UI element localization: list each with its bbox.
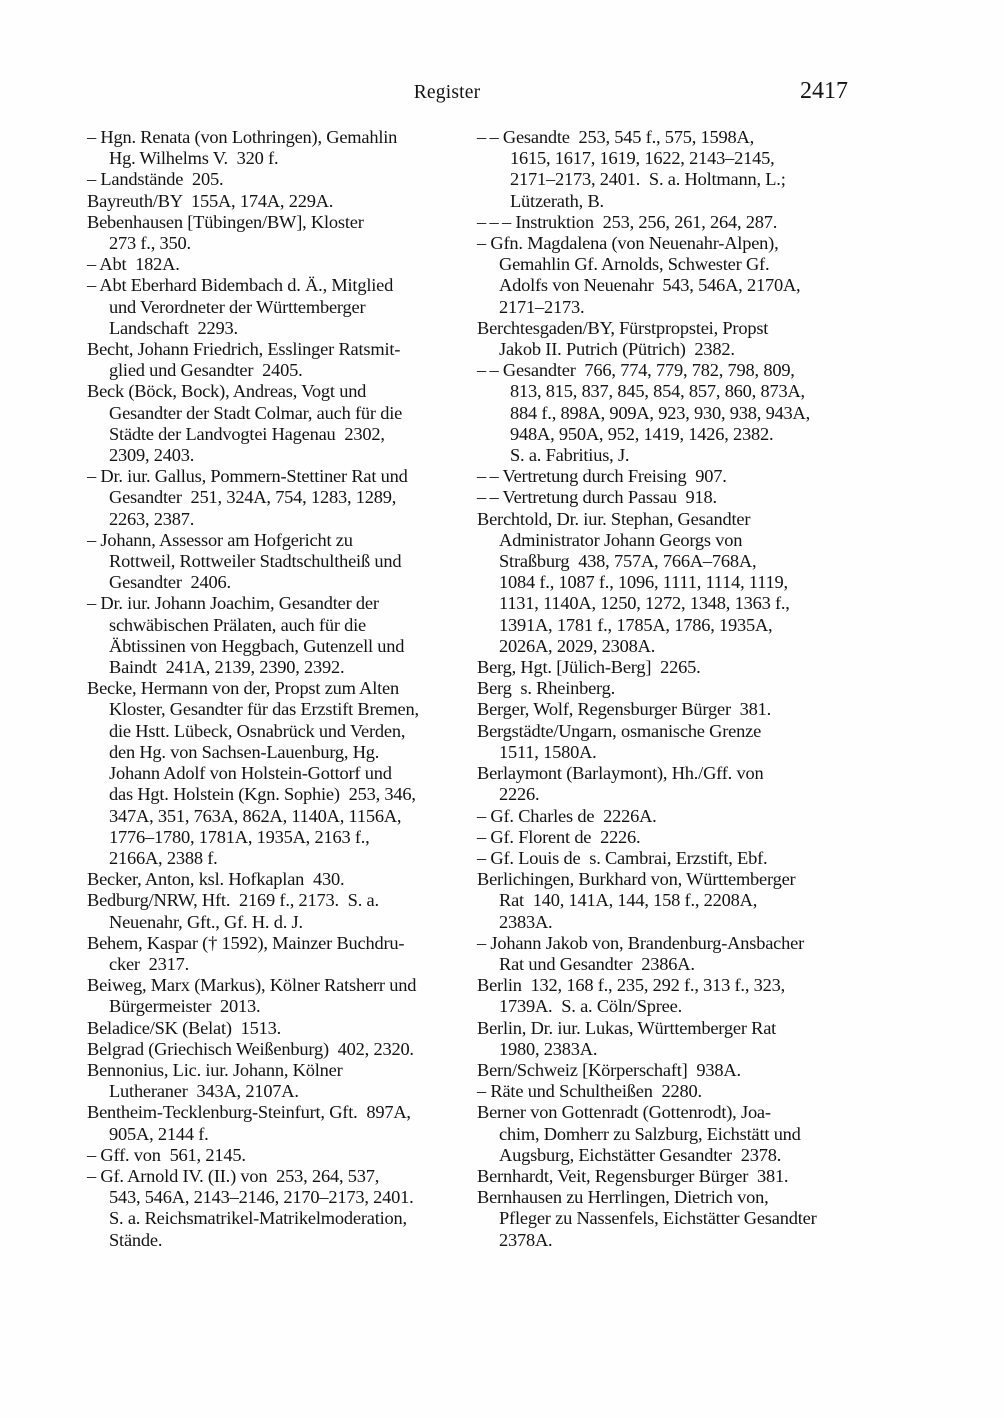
index-line: 273 f., 350. [109,233,191,254]
index-line: Adolfs von Neuenahr 543, 546A, 2170A, [499,275,801,296]
index-line: Berger, Wolf, Regensburger Bürger 381. [477,699,772,720]
index-line: 948A, 950A, 952, 1419, 1426, 2382. [510,423,774,444]
index-line: Bernhausen zu Herrlingen, Dietrich von, [477,1187,769,1208]
index-line: die Hstt. Lübeck, Osnabrück und Verden, [109,720,406,741]
page-number: 2417 [800,78,848,104]
index-line: Äbtissinen von Heggbach, Gutenzell und [109,635,405,656]
index-line: 2171–2173, 2401. S. a. Holtmann, L.; [510,169,786,190]
index-line: Neuenahr, Gft., Gf. H. d. J. [109,911,303,932]
index-line: – Räte und Schultheißen 2280. [477,1081,702,1102]
index-line: 1776–1780, 1781A, 1935A, 2163 f., [109,826,370,847]
index-line: Becker, Anton, ksl. Hofkaplan 430. [87,869,345,890]
index-line: 905A, 2144 f. [109,1123,209,1144]
index-line: Augsburg, Eichstätter Gesandter 2378. [499,1144,782,1165]
index-column-left [87,127,469,1251]
index-line: 1084 f., 1087 f., 1096, 1111, 1114, 1119, [499,572,788,593]
index-line: Jakob II. Putrich (Pütrich) 2382. [499,339,735,360]
index-line: Baindt 241A, 2139, 2390, 2392. [109,657,345,678]
index-line: Johann Adolf von Holstein-Gottorf und [109,763,392,784]
index-line: 1131, 1140A, 1250, 1272, 1348, 1363 f., [499,593,790,614]
index-line: 2226. [499,784,540,805]
index-line: – Gfn. Magdalena (von Neuenahr-Alpen), [477,233,779,254]
index-line: Berlaymont (Barlaymont), Hh./Gff. von [477,763,764,784]
index-line: 1615, 1617, 1619, 1622, 2143–2145, [510,148,775,169]
index-line: Bayreuth/BY 155A, 174A, 229A. [87,190,334,211]
index-line: Landschaft 2293. [109,317,238,338]
index-line: Beladice/SK (Belat) 1513. [87,1017,281,1038]
index-line: Lützerath, B. [510,190,604,211]
index-line: Städte der Landvogtei Hagenau 2302, [109,423,385,444]
index-line: – Hgn. Renata (von Lothringen), Gemahlin [87,127,398,147]
index-line: Bentheim-Tecklenburg-Steinfurt, Gft. 897A, [87,1102,411,1123]
index-line: Berchtesgaden/BY, Fürstpropstei, Propst [477,317,769,338]
index-line: Lutheraner 343A, 2107A. [109,1081,299,1102]
index-line: S. a. Fabritius, J. [510,445,630,466]
index-line: 2026A, 2029, 2308A. [499,635,656,656]
index-line: Berlin, Dr. iur. Lukas, Württemberger Rat [477,1017,777,1038]
index-line: – Gf. Louis de s. Cambrai, Erzstift, Ebf. [477,847,768,868]
index-line: Hg. Wilhelms V. 320 f. [109,148,279,169]
index-line: Kloster, Gesandter für das Erzstift Bremen, [109,699,419,720]
index-line: Becht, Johann Friedrich, Esslinger Ratsmit- [87,339,401,360]
index-line: Beck (Böck, Bock), Andreas, Vogt und [87,381,367,402]
index-column-right [477,127,877,1251]
index-line: 1739A. S. a. Cöln/Spree. [499,996,682,1017]
index-line: – – Gesandter 766, 774, 779, 782, 798, 809, [477,360,795,381]
index-line: – – Vertretung durch Freising 907. [477,466,727,487]
index-line: S. a. Reichsmatrikel-Matrikelmoderation, [109,1208,407,1229]
index-line: Berg s. Rheinberg. [477,678,616,699]
index-line: Gesandter der Stadt Colmar, auch für die [109,402,403,423]
index-line: schwäbischen Prälaten, auch für die [109,614,367,635]
index-line: Bebenhausen [Tübingen/BW], Kloster [87,211,364,232]
index-line: Berchtold, Dr. iur. Stephan, Gesandter [477,508,751,529]
index-line: Bergstädte/Ungarn, osmanische Grenze [477,720,762,741]
index-line: – Abt 182A. [87,254,180,275]
index-line: Bedburg/NRW, Hft. 2169 f., 2173. S. a. [87,890,379,911]
index-line: Rottweil, Rottweiler Stadtschultheiß und [109,551,402,572]
index-line: – Landstände 205. [87,169,224,190]
index-line: – Dr. iur. Gallus, Pommern-Stettiner Rat und [87,466,408,487]
index-line: 813, 815, 837, 845, 854, 857, 860, 873A, [510,381,805,402]
index-line: Administrator Johann Georgs von [499,529,743,550]
index-line: 2383A. [499,911,553,932]
index-line: Bürgermeister 2013. [109,996,261,1017]
index-line: 1511, 1580A. [499,741,597,762]
index-line: 2166A, 2388 f. [109,847,218,868]
index-line: den Hg. von Sachsen-Lauenburg, Hg. [109,741,380,762]
index-line: Belgrad (Griechisch Weißenburg) 402, 2320. [87,1038,414,1059]
index-line: Rat und Gesandter 2386A. [499,953,695,974]
index-line: glied und Gesandter 2405. [109,360,303,381]
index-line: 1391A, 1781 f., 1785A, 1786, 1935A, [499,614,773,635]
index-line: 543, 546A, 2143–2146, 2170–2173, 2401. [109,1187,414,1208]
index-line: Rat 140, 141A, 144, 158 f., 2208A, [499,890,758,911]
index-line: – Gff. von 561, 2145. [87,1144,246,1165]
index-line: – Gf. Charles de 2226A. [477,805,657,826]
index-line: das Hgt. Holstein (Kgn. Sophie) 253, 346, [109,784,416,805]
index-line: chim, Domherr zu Salzburg, Eichstätt und [499,1123,801,1144]
index-line: – Dr. iur. Johann Joachim, Gesandter der [87,593,379,614]
index-line: Pfleger zu Nassenfels, Eichstätter Gesandter [499,1208,817,1229]
index-line: 347A, 351, 763A, 862A, 1140A, 1156A, [109,805,402,826]
index-line: und Verordneter der Württemberger [109,296,366,317]
index-line: Beiweg, Marx (Markus), Kölner Ratsherr und [87,975,417,996]
index-line: 1980, 2383A. [499,1038,598,1059]
index-line: 2263, 2387. [109,508,195,529]
index-line: cker 2317. [109,953,190,974]
index-line: Bennonius, Lic. iur. Johann, Kölner [87,1059,343,1080]
index-line: Becke, Hermann von der, Propst zum Alten [87,678,400,699]
index-line: Gemahlin Gf. Arnolds, Schwester Gf. [499,254,770,275]
index-line: Straßburg 438, 757A, 766A–768A, [499,551,757,572]
index-line: – – Vertretung durch Passau 918. [477,487,717,508]
index-line: Bernhardt, Veit, Regensburger Bürger 381. [477,1165,789,1186]
index-line: Berner von Gottenradt (Gottenrodt), Joa- [477,1102,771,1123]
index-line: Berlichingen, Burkhard von, Württemberger [477,869,796,890]
index-line: Stände. [109,1229,163,1250]
index-line: 2378A. [499,1229,553,1250]
index-line: – – – Instruktion 253, 256, 261, 264, 287. [477,211,778,232]
index-line: Gesandter 251, 324A, 754, 1283, 1289, [109,487,397,508]
index-line: – Gf. Arnold IV. (II.) von 253, 264, 537, [87,1165,380,1186]
index-line: Berg, Hgt. [Jülich-Berg] 2265. [477,657,701,678]
index-line: Gesandter 2406. [109,572,231,593]
index-line: 884 f., 898A, 909A, 923, 930, 938, 943A, [510,402,811,423]
index-line: Berlin 132, 168 f., 235, 292 f., 313 f., 323, [477,975,786,996]
index-line: Bern/Schweiz [Körperschaft] 938A. [477,1059,741,1080]
index-line: – – Gesandte 253, 545 f., 575, 1598A, [477,127,755,147]
index-line: – Johann Jakob von, Brandenburg-Ansbacher [477,932,805,953]
index-line: – Abt Eberhard Bidembach d. Ä., Mitglied [87,275,394,296]
index-line: – Gf. Florent de 2226. [477,826,641,847]
index-line: 2171–2173. [499,296,585,317]
index-line: Behem, Kaspar († 1592), Mainzer Buchdru- [87,932,405,953]
index-line: 2309, 2403. [109,445,195,466]
index-line: – Johann, Assessor am Hofgericht zu [87,529,353,550]
running-title: Register [413,82,481,103]
